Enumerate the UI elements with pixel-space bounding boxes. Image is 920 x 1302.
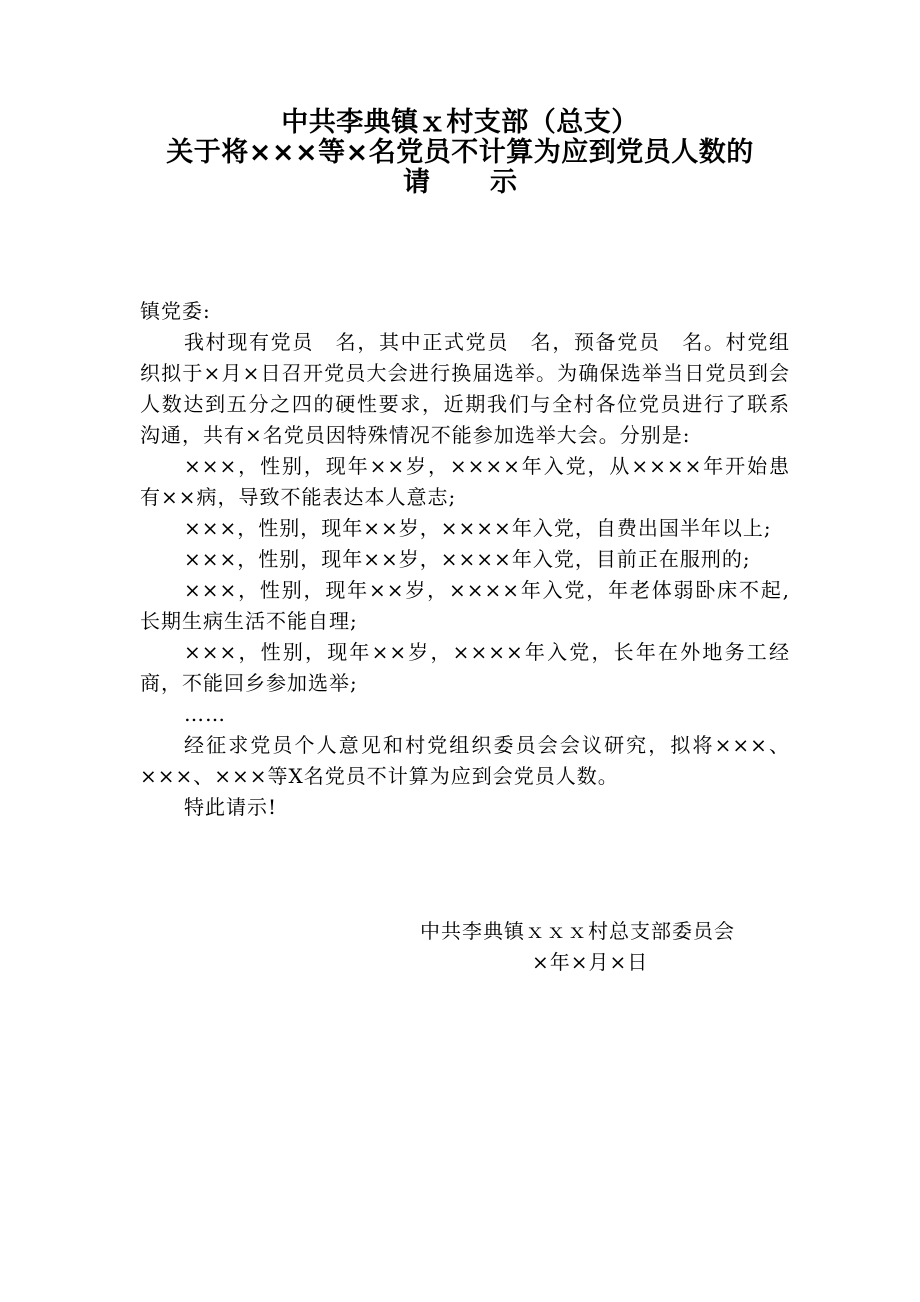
document-body [140,296,790,823]
paragraph-member-2: ×××，性别，现年××岁，××××年入党，自费出国半年以上; [184,516,772,540]
paragraph-member-3: ×××，性别，现年××岁，××××年入党，目前正在服刑的; [184,547,751,571]
paragraph-member-5: ×××，性别，现年××岁，××××年入党，长年在外地务工经商，不能回乡参加选举; [140,640,790,695]
paragraph-member-4: ×××，性别，现年××岁，××××年入党，年老体弱卧床不起,长期生病生活不能自理; [140,578,790,633]
paragraph-member-1: ×××，性别，现年××岁，××××年入党，从××××年开始患有××病，导致不能表达本人意志; [140,454,790,509]
signature-date: ×年×月×日 [532,950,649,974]
document-title [60,108,860,198]
paragraph-closing: 特此请示! [184,795,278,819]
title-line-3: 请示 [403,167,577,198]
title-line-2: 关于将×××等×名党员不计算为应到党员人数的 [166,137,754,168]
paragraph-intro: 我村现有党员 名，其中正式党员 名，预备党员 名。村党组织拟于×月×日召开党员大会进行换届选举。为确保选举当日党员到会人数达到五分之四的硬性要求，近期我们与全村各位党员进行了联系沟通，共有×名党员因特殊情况不能参加选举大会。分别是: [140,330,790,447]
signature-organization: 中共李典镇ｘｘｘ村总支部委员会 [420,919,735,943]
title-line-1: 中共李典镇ｘ村支部（总支） [281,107,639,138]
signature-block [400,916,780,978]
paragraph-conclusion: 经征求党员个人意见和村党组织委员会会议研究，拟将×××、×××、×××等X名党员不计算为应到会党员人数。 [140,733,790,788]
paragraph-ellipsis: …… [184,702,226,726]
salutation: 镇党委: [140,299,211,323]
